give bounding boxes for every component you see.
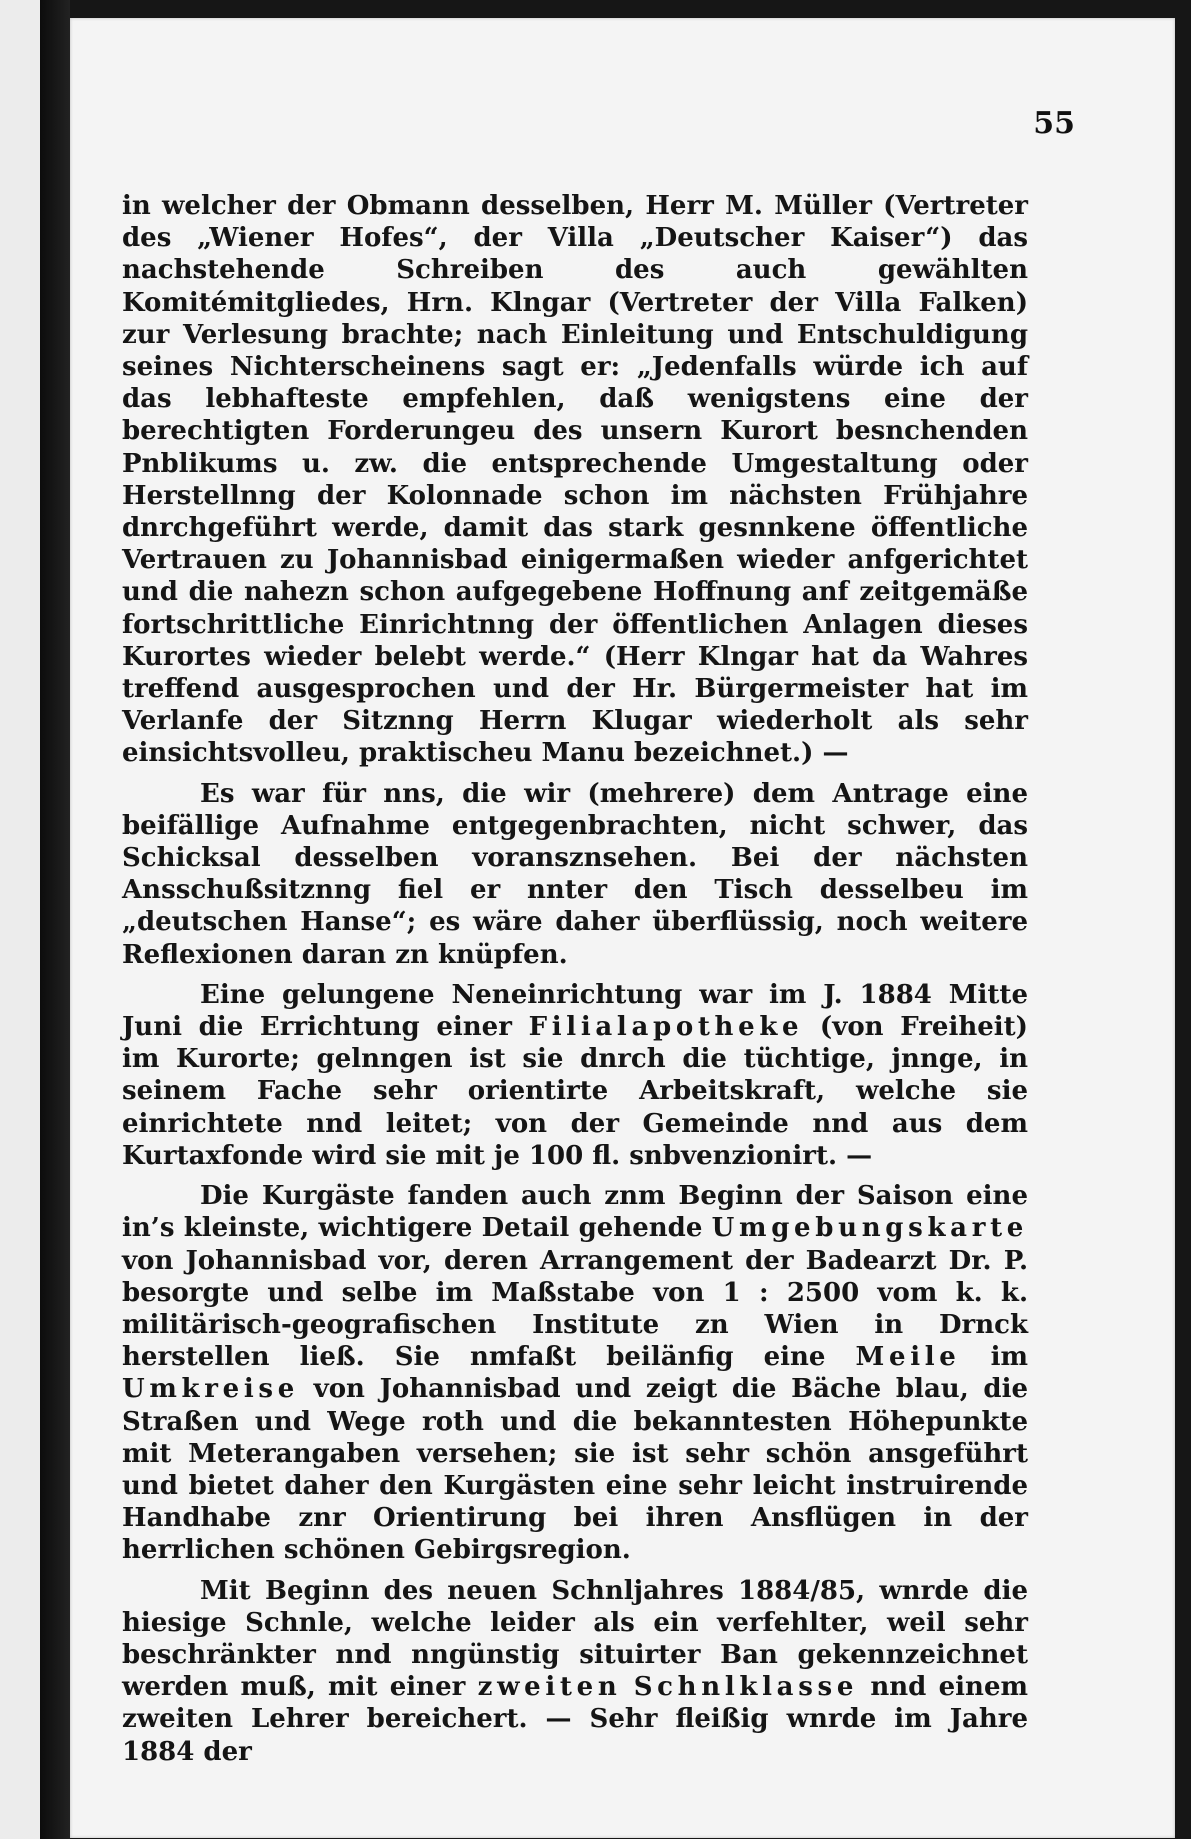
paragraph-5-emphasis-1: zweiten	[477, 1672, 622, 1703]
paragraph-5-emphasis-2: Schnlklasse	[633, 1672, 859, 1703]
paragraph-4-text-d: von Johannisbad und zeigt die Bäche blau, die Straßen und Wege roth und die bekanntesten Höhepunkte mit Meterangaben versehen; sie ist sehr schön ansgeführt und bietet daher den Kurgästen eine sehr leicht instruirende Handhabe znr Orientirung bei ihren Ansflügen in der herrlichen schönen Gebirgsregion.	[122, 1374, 1028, 1566]
body-text	[122, 190, 1028, 1768]
paragraph-4	[122, 1180, 1028, 1566]
paragraph-4-text-a: Die Kurgäste fanden auch znm Beginn der Saison eine in’s kleinste, wichtigere Detail gehende	[122, 1181, 1028, 1244]
page-number: 55	[1033, 106, 1075, 141]
paragraph-4-text-b: von Johannisbad vor, deren Arrangement der Badearzt Dr. P. besorgte und selbe im Maßstabe von 1 : 2500 vom k. k. militärisch-geografischen Institute zn Wien in Drnck herstellen ließ. Sie nmfaßt beilänfig eine	[122, 1245, 1028, 1373]
paragraph-3-emphasis: Filialapotheke	[528, 1012, 804, 1043]
paragraph-4-emphasis-3: Umkreise	[122, 1374, 299, 1405]
facing-page-edge	[0, 0, 40, 1839]
paragraph-5-text-a: Mit Beginn des neuen Schnljahres 1884/85, wnrde die hiesige Schnle, welche leider als ein verfehlter, weil sehr beschränkter nnd nngünstig situirter Ban gekennzeichnet werden muß, mit einer	[122, 1575, 1028, 1703]
paragraph-2: Es war für nns, die wir (mehrere) dem Antrage eine beifällige Aufnahme entgegenbrachten, nicht schwer, das Schicksal desselben voransznsehen. Bei der nächsten Ansschußsitznng fiel er nnter den Tisch desselbeu im „deutschen Hanse“; es wäre daher überflüssig, noch weitere Reflexionen daran zn knüpfen.	[122, 778, 1028, 970]
paragraph-5-text-b	[621, 1672, 633, 1702]
paragraph-4-emphasis-2: Meile	[855, 1342, 961, 1373]
book-gutter-shadow	[40, 0, 70, 1839]
book-page	[70, 18, 1175, 1838]
paragraph-5-text-c: nnd einem zweiten Lehrer bereichert. — Sehr fleißig wnrde im Jahre 1884 der	[122, 1672, 1029, 1767]
paragraph-4-emphasis-1: Umgebungskarte	[711, 1213, 1028, 1244]
paragraph-5	[122, 1575, 1028, 1768]
paragraph-4-text-c: im	[960, 1342, 1028, 1373]
paragraph-3-text-b: (von Freiheit) im Kurorte; gelnngen ist sie dnrch die tüchtige, jnnge, in seinem Fache sehr orientirte Arbeitskraft, welche sie einrichtete nnd leitet; von der Gemeinde nnd aus dem Kurtaxfonde wird sie mit je 100 fl. snbvenzionirt. —	[122, 1012, 1028, 1171]
paragraph-3-text-a: Eine gelungene Neneinrichtung war im J. 1884 Mitte Juni die Errichtung einer	[122, 979, 1028, 1043]
paragraph-1: in welcher der Obmann desselben, Herr M. Müller (Vertreter des „Wiener Hofes“, der Villa „Deutscher Kaiser“) das nachstehende Schreiben des auch gewählten Komitémitgliedes, Hrn. Klngar (Vertreter der Villa Falken) zur Verlesung brachte; nach Einleitung und Entschuldigung seines Nichterscheinens sagt er: „Jedenfalls würde ich auf das lebhafteste empfehlen, daß wenigstens eine der berechtigten Forderungeu des unsern Kurort besnchenden Pnblikums u. zw. die entsprechende Umgestaltung oder Herstellnng der Kolonnade schon im nächsten Frühjahre dnrchgeführt werde, damit das stark gesnnkene öffentliche Vertrauen zu Johannisbad einigermaßen wieder anfgerichtet und die nahezn schon aufgegebene Hoffnung anf zeitgemäße fortschrittliche Einrichtnng der öffentlichen Anlagen dieses Kurortes wieder belebt werde.“ (Herr Klngar hat da Wahres treffend ausgesprochen und der Hr. Bürgermeister hat im Verlanfe der Sitznng Herrn Klugar wiederholt als sehr einsichtsvolleu, praktischeu Manu bezeichnet.) —	[122, 191, 1028, 769]
paragraph-3	[122, 979, 1028, 1172]
